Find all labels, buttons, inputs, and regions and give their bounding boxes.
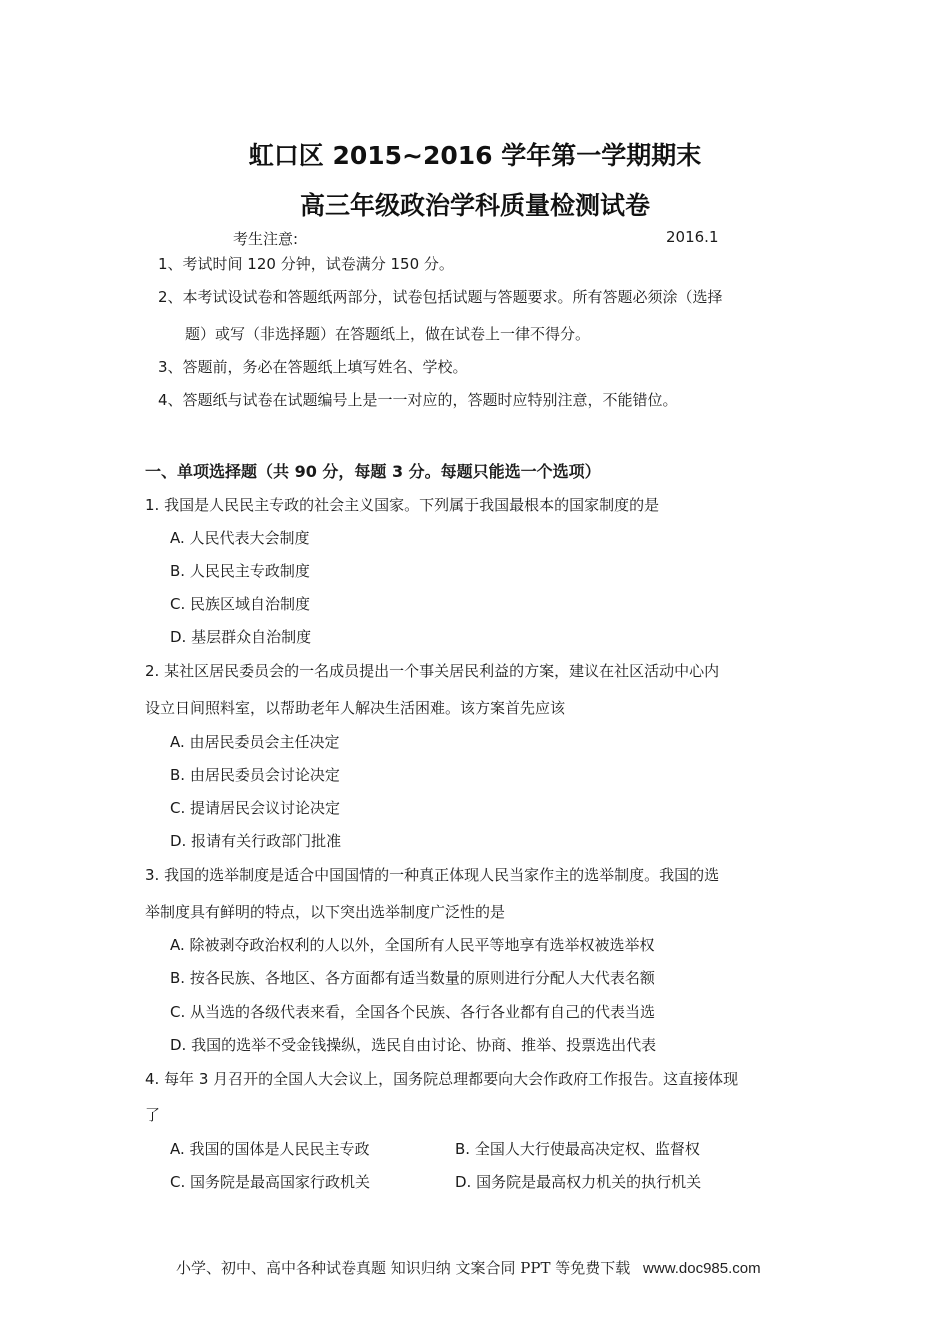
exam-title-line1: 虹口区 2015~2016 学年第一学期期末: [248, 141, 702, 170]
option-a: A. 由居民委员会主任决定: [170, 733, 340, 751]
question-stem: 1. 我国是人民民主专政的社会主义国家。下列属于我国最根本的国家制度的是: [145, 496, 660, 514]
option-d: D. 我国的选举不受金钱操纵，选民自由讨论、协商、推举、投票选出代表: [170, 1036, 657, 1054]
instruction-item: 4、答题纸与试卷在试题编号上是一一对应的，答题时应特别注意，不能错位。: [158, 391, 678, 409]
option-a: A. 我国的国体是人民民主专政: [170, 1140, 370, 1158]
footer-text: 小学、初中、高中各种试卷真题 知识归纳 文案合同 PPT 等免费下载: [176, 1259, 631, 1277]
option-b: B. 人民民主专政制度: [170, 562, 310, 580]
question-stem: 2. 某社区居民委员会的一名成员提出一个事关居民利益的方案，建议在社区活动中心内: [145, 662, 720, 680]
option-b: B. 由居民委员会讨论决定: [170, 766, 340, 784]
question-stem: 4. 每年 3 月召开的全国人大会议上，国务院总理都要向大会作政府工作报告。这直接体现: [145, 1070, 739, 1088]
question-stem-cont: 设立日间照料室，以帮助老年人解决生活困难。该方案首先应该: [145, 699, 566, 717]
instruction-item: 2、本考试设试卷和答题纸两部分，试卷包括试题与答题要求。所有答题必须涂（选择: [158, 288, 723, 306]
instruction-item: 题）或写（非选择题）在答题纸上，做在试卷上一律不得分。: [185, 325, 591, 343]
notice-label: 考生注意:: [233, 230, 299, 248]
option-c: C. 民族区域自治制度: [170, 595, 311, 613]
question-stem: 3. 我国的选举制度是适合中国国情的一种真正体现人民当家作主的选举制度。我国的选: [145, 866, 720, 884]
instruction-item: 3、答题前，务必在答题纸上填写姓名、学校。: [158, 358, 468, 376]
question-stem-cont: 了: [145, 1106, 161, 1124]
page-footer: [176, 1257, 761, 1278]
instruction-item: 1、考试时间 120 分钟，试卷满分 150 分。: [158, 255, 454, 273]
exam-date: 2016.1: [666, 228, 719, 246]
option-c: C. 提请居民会议讨论决定: [170, 799, 341, 817]
option-d: D. 国务院是最高权力机关的执行机关: [455, 1173, 702, 1191]
option-d: D. 报请有关行政部门批准: [170, 832, 342, 850]
option-d: D. 基层群众自治制度: [170, 628, 312, 646]
section-heading: 一、单项选择题（共 90 分，每题 3 分。每题只能选一个选项）: [145, 462, 601, 481]
option-a: A. 除被剥夺政治权利的人以外，全国所有人民平等地享有选举权被选举权: [170, 936, 655, 954]
option-c: C. 国务院是最高国家行政机关: [170, 1173, 371, 1191]
question-stem-cont: 举制度具有鲜明的特点，以下突出选举制度广泛性的是: [145, 903, 506, 921]
option-b: B. 按各民族、各地区、各方面都有适当数量的原则进行分配人大代表名额: [170, 969, 655, 987]
exam-title-line2: 高三年级政治学科质量检测试卷: [299, 191, 650, 220]
footer-url[interactable]: www.doc985.com: [643, 1260, 761, 1277]
option-b: B. 全国人大行使最高决定权、监督权: [455, 1140, 700, 1158]
option-c: C. 从当选的各级代表来看，全国各个民族、各行各业都有自己的代表当选: [170, 1003, 656, 1021]
option-a: A. 人民代表大会制度: [170, 529, 310, 547]
